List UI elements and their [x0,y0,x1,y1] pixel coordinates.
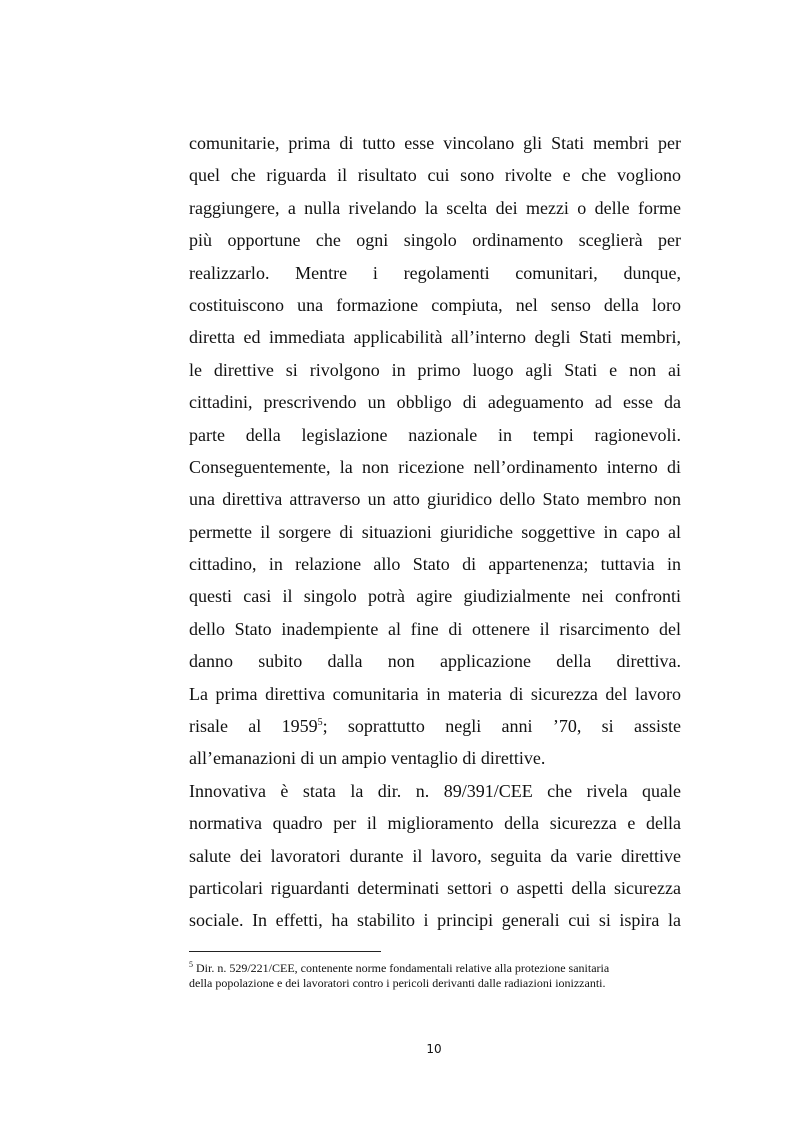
body-line: salute dei lavoratori durante il lavoro, seguita da varie direttive [189,845,681,866]
footnote-line-2: della popolazione e dei lavoratori contro i pericoli derivanti dalle radiazioni ionizzanti. [189,976,606,990]
body-line: dello Stato inadempiente al fine di ottenere il risarcimento del [189,618,681,639]
body-line: parte della legislazione nazionale in tempi ragionevoli. [189,424,681,445]
footref-text-before: risale al 1959 [189,716,318,737]
body-line: comunitarie, prima di tutto esse vincolano gli Stati membri per [189,133,681,153]
body-line: raggiungere, a nulla rivelando la scelta dei mezzi o delle forme [189,197,681,218]
page-number: 10 [426,1042,442,1056]
body-line: normativa quadro per il miglioramento della sicurezza e della [189,813,681,834]
body-line: all’emanazioni di un ampio ventaglio di direttive. [189,748,546,769]
body-line: una direttiva attraverso un atto giuridico dello Stato membro non [189,489,681,510]
body-line: realizzarlo. Mentre i regolamenti comunitari, dunque, [189,262,681,283]
body-line: quel che riguarda il risultato cui sono rivolte e che vogliono [189,165,681,186]
body-line: cittadino, in relazione allo Stato di appartenenza; tuttavia in [189,554,681,575]
footnote [189,961,689,991]
body-line: costituiscono una formazione compiuta, nel senso della loro [189,294,681,315]
body-line-footnote-ref [189,710,681,742]
footnote-text-1: Dir. n. 529/221/CEE, contenente norme fondamentali relative alla protezione sanitaria [193,961,610,975]
body-line: questi casi il singolo potrà agire giudizialmente nei confronti [189,586,681,607]
body-line: le direttive si rivolgono in primo luogo agli Stati e non ai [189,359,681,380]
body-line: La prima direttiva comunitaria in materia di sicurezza del lavoro [189,683,681,704]
body-line: cittadini, prescrivendo un obbligo di adeguamento ad esse da [189,392,681,413]
body-line: sociale. In effetti, ha stabilito i principi generali cui si ispira la [189,910,681,931]
body-line: permette il sorgere di situazioni giuridiche soggettive in capo al [189,521,681,542]
body-line: danno subito dalla non applicazione della direttiva. [189,651,681,672]
footnote-number: 5 [189,960,193,969]
body-line: più opportune che ogni singolo ordinamento sceglierà per [189,230,681,251]
footnote-marker[interactable]: 5 [317,717,323,729]
body-line: Conseguentemente, la non ricezione nell’ordinamento interno di [189,456,681,477]
body-line: diretta ed immediata applicabilità all’interno degli Stati membri, [189,327,681,348]
footnote-line-1 [189,961,689,976]
footref-text-after: ; soprattutto negli anni ’70, si assiste [322,716,681,737]
body-line: Innovativa è stata la dir. n. 89/391/CEE che rivela quale [189,780,681,801]
footnote-separator [189,951,381,952]
body-line: particolari riguardanti determinati settori o aspetti della sicurezza [189,877,681,898]
body-text [189,127,681,937]
